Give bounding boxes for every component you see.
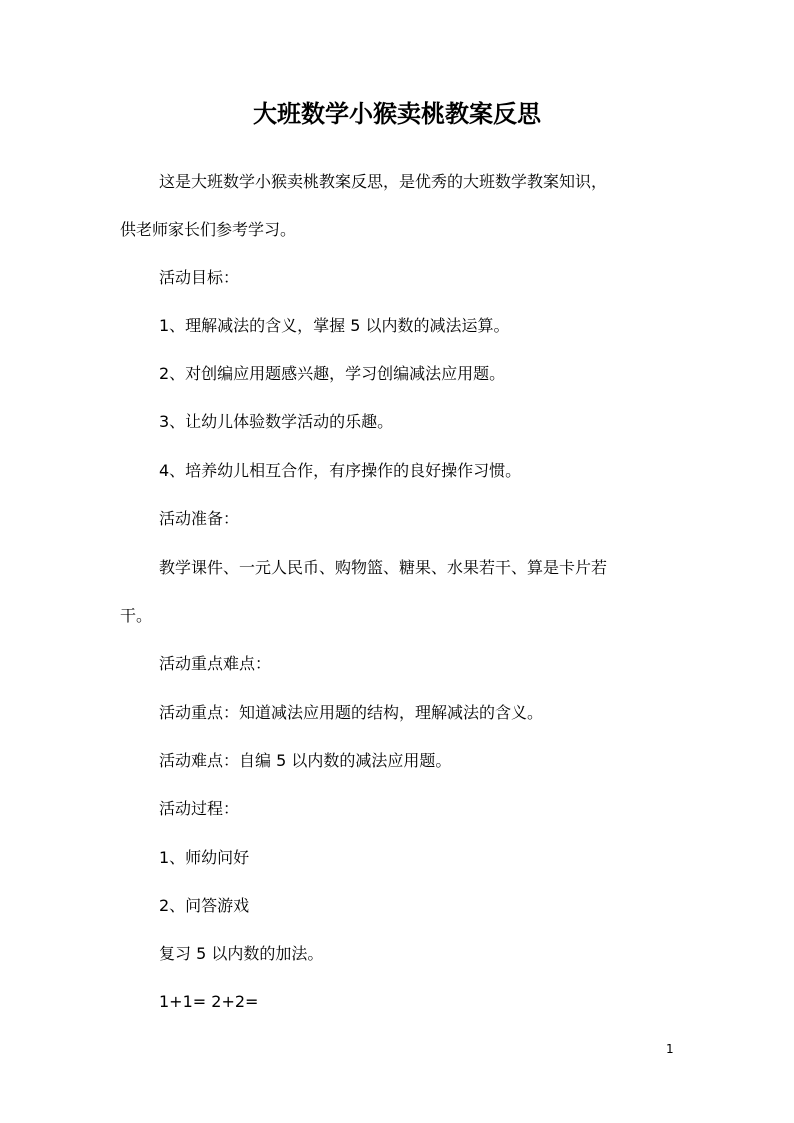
process-step-2: 2、问答游戏 bbox=[159, 896, 250, 915]
page-number: 1 bbox=[666, 1042, 674, 1056]
goal-item-1: 1、理解减法的含义，掌握 5 以内数的减法运算。 bbox=[159, 316, 510, 335]
intro-paragraph-line-1: 这是大班数学小猴卖桃教案反思，是优秀的大班数学教案知识， bbox=[159, 172, 608, 191]
prep-line-2: 干。 bbox=[120, 606, 153, 625]
process-step-1: 1、师幼问好 bbox=[159, 848, 250, 867]
process-heading: 活动过程： bbox=[159, 799, 240, 818]
review-line: 复习 5 以内数的加法。 bbox=[159, 944, 324, 963]
focus-difficulty: 活动难点：自编 5 以内数的减法应用题。 bbox=[159, 751, 452, 770]
goal-item-4: 4、培养幼儿相互合作，有序操作的良好操作习惯。 bbox=[159, 461, 522, 480]
prep-heading: 活动准备： bbox=[159, 509, 240, 528]
page-title: 大班数学小猴卖桃教案反思 bbox=[253, 99, 541, 128]
goal-item-3: 3、让幼儿体验数学活动的乐趣。 bbox=[159, 412, 394, 431]
equation-line: 1+1= 2+2= bbox=[159, 992, 259, 1011]
prep-line-1: 教学课件、一元人民币、购物篮、糖果、水果若干、算是卡片若 bbox=[159, 558, 608, 577]
focus-key-point: 活动重点：知道减法应用题的结构，理解减法的含义。 bbox=[159, 703, 544, 722]
focus-heading: 活动重点难点： bbox=[159, 654, 272, 673]
intro-paragraph-line-2: 供老师家长们参考学习。 bbox=[120, 220, 297, 239]
goal-item-2: 2、对创编应用题感兴趣，学习创编减法应用题。 bbox=[159, 364, 506, 383]
goals-heading: 活动目标： bbox=[159, 268, 240, 287]
